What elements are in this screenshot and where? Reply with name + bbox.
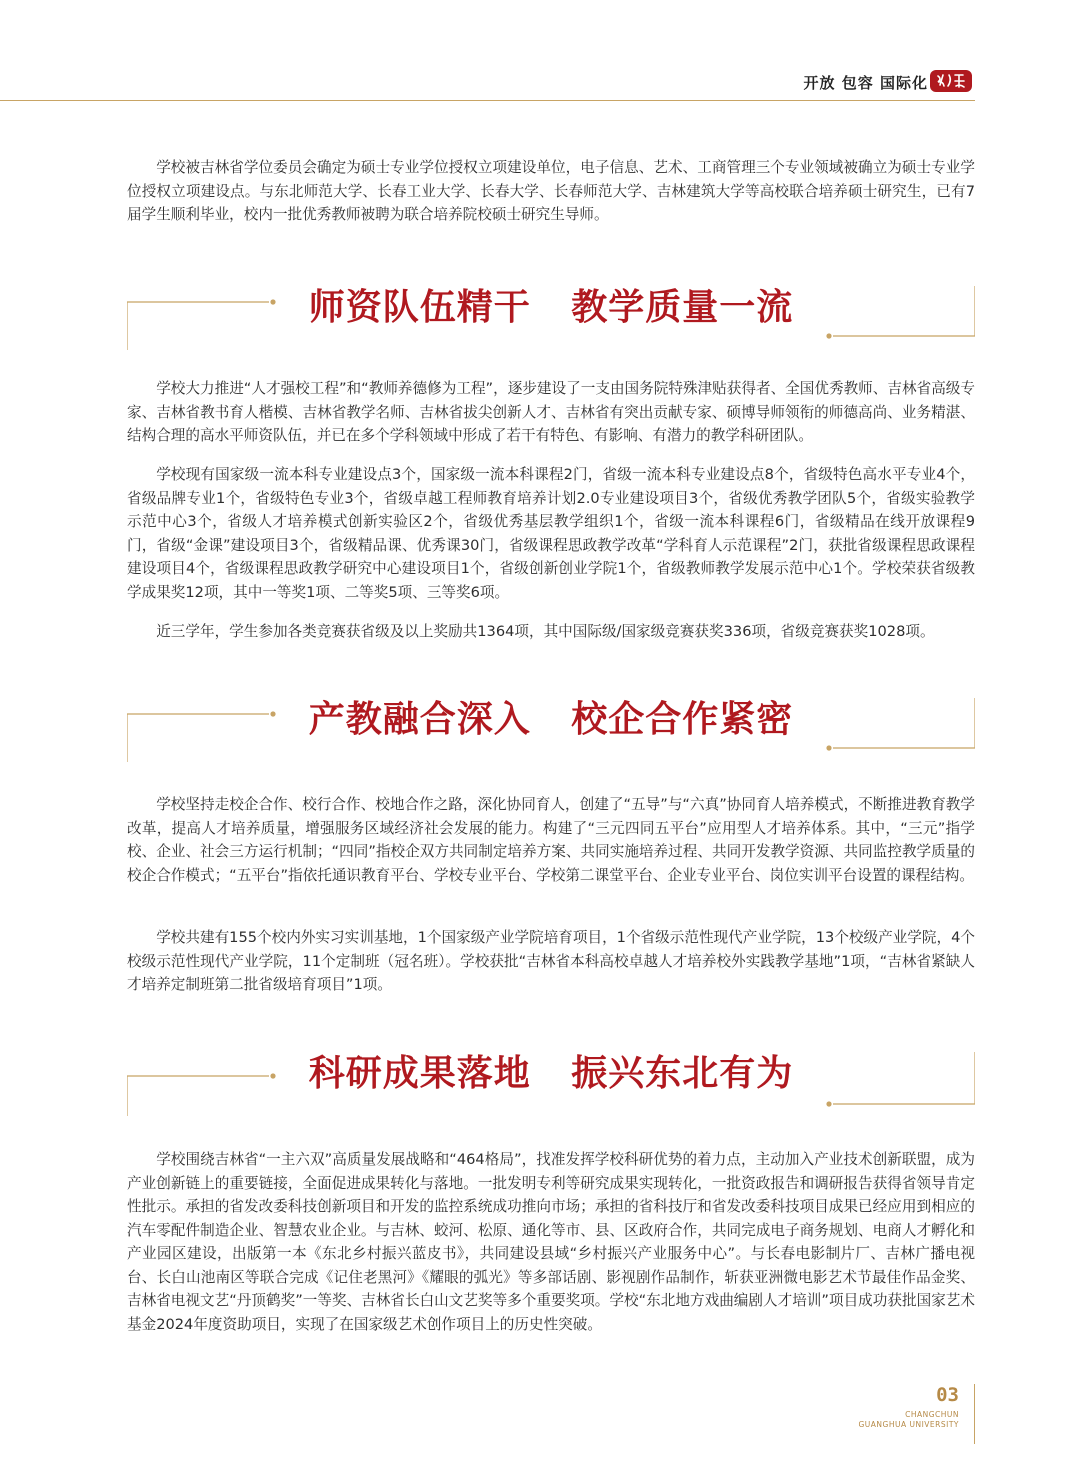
intro-paragraph: 学校被吉林省学位委员会确定为硕士专业学位授权立项建设单位，电子信息、艺术、工商管理三个专业领域被确立为硕士专业学位授权立项建设点。与东北师范大学、长春工业大学、长春大学、长春师范大学、吉林建筑大学等高校联合培养硕士研究生，已有7届学生顺利毕业，校内一批优秀教师被聘为联合培养院校硕士研究生导师。 [127,159,975,223]
section-title-research [127,1052,975,1116]
section-title-text: 师资队伍精干 教学质量一流 [308,287,794,328]
section-title-text: 科研成果落地 振兴东北有为 [308,1053,794,1094]
section-title-faculty [127,286,975,350]
section1-paragraph-1: 学校大力推进“人才强校工程”和“教师养德修为工程”，逐步建设了一支由国务院特殊津贴获得者、全国优秀教师、吉林省高级专家、吉林省教书育人楷模、吉林省教学名师、吉林省拔尖创新人才、吉林省有突出贡献专家、硕博导师领衔的师德高尚、业务精湛、结构合理的高水平师资队伍，并已在多个学科领域中形成了若干有特色、有影响、有潜力的教学科研团队。 [127,380,975,444]
page-header [0,62,1080,102]
header-divider [0,100,975,101]
footer-divider [974,1384,975,1444]
page-footer [858,1384,975,1444]
footer-university: GUANGHUA UNIVERSITY [858,1420,959,1429]
footer-city: CHANGCHUN [905,1410,959,1419]
page-number: 03 [936,1384,959,1406]
section2-paragraph-1: 学校坚持走校企合作、校行合作、校地合作之路，深化协同育人，创建了“五导”与“六真”协同育人培养模式，不断推进教育教学改革，提高人才培养质量，增强服务区域经济社会发展的能力。构建了“三元四同五平台”应用型人才培养体系。其中，“三元”指学校、企业、社会三方运行机制；“四同”指校企双方共同制定培养方案、共同实施培养过程、共同开发教学资源、共同监控教学质量的校企合作模式；“五平台”指依托通识教育平台、学校专业平台、学校第二课堂平台、企业专业平台、岗位实训平台设置的课程结构。 [127,796,975,884]
section-title-text: 产教融合深入 校企合作紧密 [308,699,794,740]
section1-paragraph-2: 学校现有国家级一流本科专业建设点3个，国家级一流本科课程2门，省级一流本科专业建设点8个，省级特色高水平专业4个，省级品牌专业1个，省级特色专业3个，省级卓越工程师教育培养计划2.0专业建设项目3个，省级优秀教学团队5个，省级实验教学示范中心3个，省级人才培养模式创新实验区2个，省级优秀基层教学组织1个，省级一流本科课程6门，省级精品在线开放课程9门，省级“金课”建设项目3个，省级精品课、优秀课30门，省级课程思政教学改革“学科育人示范课程”2门，获批省级课程思政课程建设项目4个，省级课程思政教学研究中心建设项目1个，省级创新创业学院1个，省级教师教学发展示范中心1个。学校荣获省级教学成果奖12项，其中一等奖1项、二等奖5项、三等奖6项。 [127,466,975,601]
seal-logo-icon [929,69,973,93]
section3-paragraph-1: 学校围绕吉林省“一主六双”高质量发展战略和“464格局”，找准发挥学校科研优势的着力点，主动加入产业技术创新联盟，成为产业创新链上的重要链接，全面促进成果转化与落地。一批发明专利等研究成果实现转化，一批资政报告和调研报告获得省领导肯定性批示。承担的省发改委科技创新项目和开发的监控系统成功推向市场；承担的省科技厅和省发改委科技项目成果已经应用到相应的汽车零配件制造企业、智慧农业企业。与吉林、蛟河、松原、通化等市、县、区政府合作，共同完成电子商务规划、电商人才孵化和产业园区建设，出版第一本《东北乡村振兴蓝皮书》，共同建设县域“乡村振兴产业服务中心”。与长春电影制片厂、吉林广播电视台、长白山池南区等联合完成《记住老黑河》《耀眼的弧光》等多部话剧、影视剧作品制作，斩获亚洲微电影艺术节最佳作品金奖、吉林省电视文艺“丹顶鹤奖”一等奖、吉林省长白山文艺奖等多个重要奖项。学校“东北地方戏曲编剧人才培训”项目成功获批国家艺术基金2024年度资助项目，实现了在国家级艺术创作项目上的历史性突破。 [127,1151,975,1333]
section2-paragraph-2: 学校共建有155个校内外实习实训基地，1个国家级产业学院培育项目，1个省级示范性现代产业学院，13个校级产业学院，4个校级示范性现代产业学院，11个定制班（冠名班）。学校获批“吉林省本科高校卓越人才培养校外实践教学基地”1项，“吉林省紧缺人才培养定制班第二批省级培育项目”1项。 [127,929,975,993]
section1-paragraph-3: 近三学年，学生参加各类竞赛获省级及以上奖励共1364项，其中国际级/国家级竞赛获奖336项，省级竞赛获奖1028项。 [156,623,935,640]
header-title: 开放 包容 国际化 [803,74,928,92]
section-title-industry [127,698,975,762]
